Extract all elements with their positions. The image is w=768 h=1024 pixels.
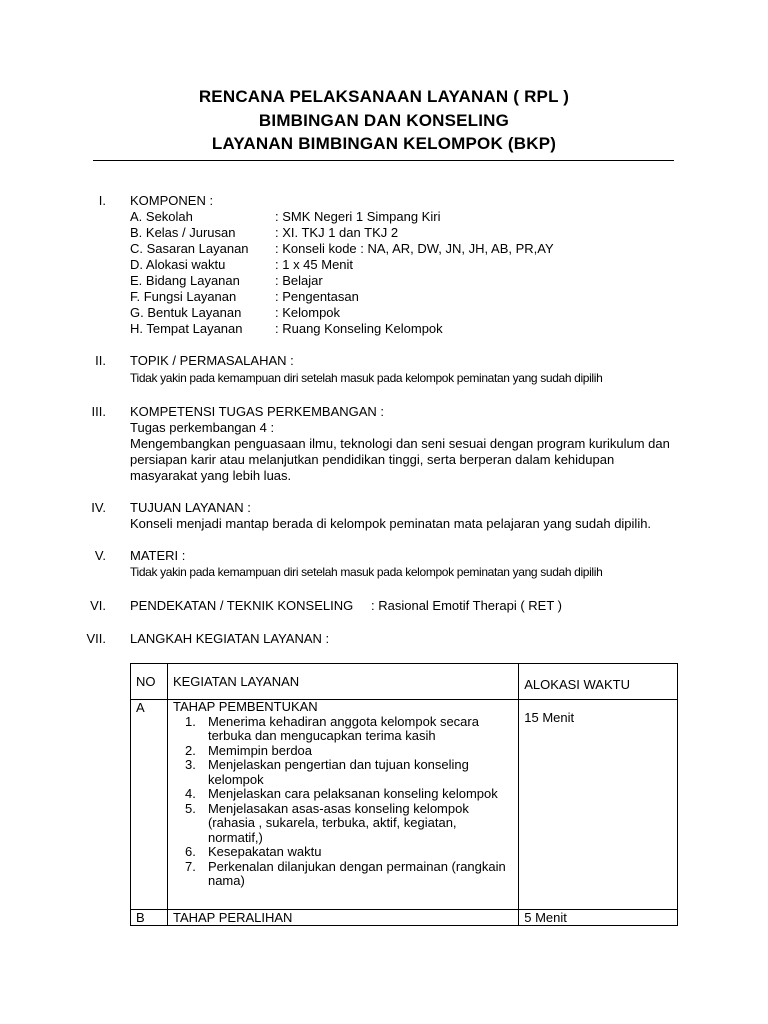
row-no: A xyxy=(136,700,145,715)
list-item-line: normatif,) xyxy=(207,829,263,845)
list-item-line: Menjelaskan pengertian dan tujuan konseling xyxy=(207,757,469,772)
kompetensi-subheading: Tugas perkembangan 4 : xyxy=(130,420,275,435)
list-item xyxy=(173,787,513,802)
list-item xyxy=(173,758,513,787)
komponen-value: : Belajar xyxy=(275,273,323,288)
kompetensi-text-line: persiapan karir atau melanjutkan pendidikan tinggi, serta berperan dalam kehidupan xyxy=(130,452,615,467)
table-row xyxy=(131,700,678,910)
pendekatan-value: : Rasional Emotif Therapi ( RET ) xyxy=(371,598,562,613)
list-item-line: Menjelaskan cara pelaksanan konseling kelompok xyxy=(207,786,498,801)
list-item-number: 3. xyxy=(184,757,196,772)
table-row xyxy=(131,910,678,926)
list-item xyxy=(173,715,513,744)
header-kegiatan: KEGIATAN LAYANAN xyxy=(172,674,300,689)
list-item-number: 6. xyxy=(184,844,196,859)
komponen-label: F. Fungsi Layanan xyxy=(130,289,237,304)
header-cell-no xyxy=(131,664,168,700)
document-subtitle: BIMBINGAN DAN KONSELING xyxy=(258,111,510,130)
section-number-langkah: VII. xyxy=(86,631,106,646)
header-divider xyxy=(93,160,674,161)
list-item-line: (rahasia , sukarela, terbuka, aktif, kegiatan, xyxy=(207,815,457,830)
stage-title: TAHAP PEMBENTUKAN xyxy=(172,699,318,714)
row-no-cell xyxy=(131,910,168,926)
list-item-line: Menjelasakan asas-asas konseling kelompok xyxy=(207,800,469,816)
section-heading-pendekatan: PENDEKATAN / TEKNIK KONSELING xyxy=(130,598,354,613)
kompetensi-text-line: Mengembangkan penguasaan ilmu, teknologi dan seni sesuai dengan program kurikulum dan xyxy=(130,436,670,451)
section-number-materi: V. xyxy=(94,548,106,563)
list-item xyxy=(173,744,513,759)
section-heading-komponen: KOMPONEN : xyxy=(130,193,214,208)
komponen-value: : Kelompok xyxy=(275,305,341,320)
header-no: NO xyxy=(136,674,156,689)
komponen-value: : 1 x 45 Menit xyxy=(275,257,354,272)
topik-text: Tidak yakin pada kemampuan diri setelah masuk pada kelompok peminatan yang sudah dipilih xyxy=(130,371,603,385)
section-heading-kompetensi: KOMPETENSI TUGAS PERKEMBANGAN : xyxy=(130,404,385,419)
list-item-number: 2. xyxy=(184,742,196,758)
list-item-line: terbuka dan mengucapkan terima kasih xyxy=(207,728,436,743)
list-item-line: kelompok xyxy=(207,771,264,787)
komponen-value: : Ruang Konseling Kelompok xyxy=(275,321,443,336)
list-item-line: Perkenalan dilanjukan dengan permainan (rangkain xyxy=(207,858,506,874)
header-alokasi: ALOKASI WAKTU xyxy=(524,677,630,692)
row-time: 15 Menit xyxy=(524,710,575,725)
list-item-number: 7. xyxy=(184,858,196,874)
komponen-label: G. Bentuk Layanan xyxy=(130,305,242,320)
document-title: RENCANA PELAKSANAAN LAYANAN ( RPL ) xyxy=(198,87,570,106)
row-no: B xyxy=(136,910,145,925)
kompetensi-text-line: masyarakat yang lebih luas. xyxy=(130,468,292,483)
materi-text: Tidak yakin pada kemampuan diri setelah masuk pada kelompok peminatan yang sudah dipilih xyxy=(130,565,603,579)
komponen-value: : Pengentasan xyxy=(275,289,359,304)
list-item xyxy=(173,845,513,860)
section-number-pendekatan: VI. xyxy=(90,598,106,613)
list-item-line: Memimpin berdoa xyxy=(207,742,313,758)
kegiatan-table xyxy=(130,663,678,926)
header-cell-kegiatan xyxy=(167,664,518,700)
list-item xyxy=(173,860,513,889)
section-heading-materi: MATERI : xyxy=(130,548,186,563)
stage-title: TAHAP PERALIHAN xyxy=(172,910,293,925)
section-number-topik: II. xyxy=(95,353,106,368)
komponen-value: : SMK Negeri 1 Simpang Kiri xyxy=(275,209,441,224)
row-time-cell xyxy=(519,700,678,910)
row-kegiatan-cell xyxy=(167,700,518,910)
list-item xyxy=(173,802,513,846)
section-heading-tujuan: TUJUAN LAYANAN : xyxy=(130,500,251,515)
row-time-cell xyxy=(519,910,678,926)
header-cell-alokasi xyxy=(519,664,678,700)
row-no-cell xyxy=(131,700,168,910)
komponen-value: : Konseli kode : NA, AR, DW, JN, JH, AB, PR,AY xyxy=(275,241,554,256)
komponen-label: C. Sasaran Layanan xyxy=(130,241,249,256)
document-service-title: LAYANAN BIMBINGAN KELOMPOK (BKP) xyxy=(211,134,557,153)
section-number-kompetensi: III. xyxy=(91,404,106,419)
komponen-label: H. Tempat Layanan xyxy=(130,321,243,336)
komponen-value: : XI. TKJ 1 dan TKJ 2 xyxy=(275,225,399,240)
row-kegiatan-cell xyxy=(167,910,518,926)
komponen-label: E. Bidang Layanan xyxy=(130,273,240,288)
list-item-number: 1. xyxy=(184,713,196,729)
row-time: 5 Menit xyxy=(524,910,567,925)
komponen-label: B. Kelas / Jurusan xyxy=(130,225,236,240)
section-number-tujuan: IV. xyxy=(91,500,106,515)
list-item-line: Menerima kehadiran anggota kelompok secara xyxy=(207,713,479,729)
list-item-line: nama) xyxy=(207,873,245,888)
komponen-label: A. Sekolah xyxy=(130,209,193,224)
section-number-komponen: I. xyxy=(98,193,106,208)
komponen-label: D. Alokasi waktu xyxy=(130,257,226,272)
list-item-line: Kesepakatan waktu xyxy=(207,844,322,859)
table-header-row xyxy=(131,664,678,700)
list-item-number: 4. xyxy=(184,786,196,801)
section-heading-topik: TOPIK / PERMASALAHAN : xyxy=(130,353,294,368)
list-item-number: 5. xyxy=(184,800,196,816)
section-heading-langkah: LANGKAH KEGIATAN LAYANAN : xyxy=(130,631,330,646)
tujuan-text: Konseli menjadi mantap berada di kelompok peminatan mata pelajaran yang sudah dipilih. xyxy=(130,516,652,531)
